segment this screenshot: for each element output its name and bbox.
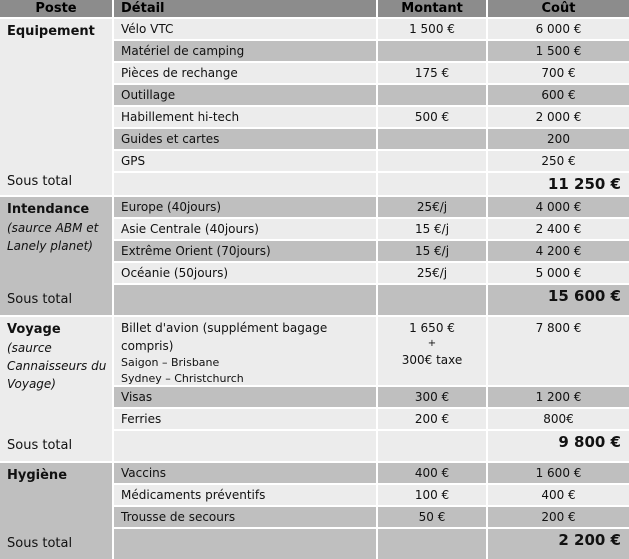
subtotal-blank (114, 431, 376, 461)
table-row-cout: 800€ (488, 409, 629, 429)
subtotal-blank (378, 431, 486, 461)
table-row-cout: 1 200 € (488, 387, 629, 407)
header-poste: Poste (0, 0, 112, 17)
table-row-detail: Matériel de camping (114, 41, 376, 61)
table-row-cout: 4 000 € (488, 197, 629, 217)
table-row-montant (378, 151, 486, 171)
table-row-cout: 2 000 € (488, 107, 629, 127)
table-row-detail: Médicaments préventifs (114, 485, 376, 505)
table-row-cout: 400 € (488, 485, 629, 505)
section-poste (0, 317, 112, 461)
table-row-montant: 300 € (378, 387, 486, 407)
section-title-text: Equipement (7, 24, 95, 39)
table-row-cout: 5 000 € (488, 263, 629, 283)
section-title (0, 197, 112, 255)
subtotal-blank (114, 529, 376, 559)
section-title (0, 317, 112, 393)
table-row-montant: 15 €/j (378, 219, 486, 239)
table-row-detail: Europe (40jours) (114, 197, 376, 217)
subtotal-value: 2 200 € (488, 529, 629, 559)
subtotal-blank (378, 529, 486, 559)
table-row-montant: 25€/j (378, 263, 486, 283)
table-row-montant: 200 € (378, 409, 486, 429)
table-row-detail: Pièces de rechange (114, 63, 376, 83)
table-row-cout: 7 800 € (488, 317, 629, 385)
subtotal-blank (114, 173, 376, 195)
header-detail: Détail (114, 0, 376, 17)
table-row-detail: Vaccins (114, 463, 376, 483)
table-row-detail: GPS (114, 151, 376, 171)
plus-sign: + (427, 338, 437, 349)
table-row-cout: 4 200 € (488, 241, 629, 261)
section-poste (0, 19, 112, 195)
subtotal-label: Sous total (7, 292, 73, 307)
table-row-detail: Vélo VTC (114, 19, 376, 39)
table-row-cout: 200 (488, 129, 629, 149)
table-row-montant: 15 €/j (378, 241, 486, 261)
table-row-cout: 6 000 € (488, 19, 629, 39)
table-row-detail: Asie Centrale (40jours) (114, 219, 376, 239)
table-row-montant: 50 € (378, 507, 486, 527)
table-row-detail: Trousse de secours (114, 507, 376, 527)
section-source-note: (saurce ABM et Lanely planet) (7, 221, 99, 253)
section-poste (0, 197, 112, 315)
table-row-montant: 400 € (378, 463, 486, 483)
ticket-tax: 300€ taxe (401, 353, 463, 367)
table-row-montant: 100 € (378, 485, 486, 505)
section-title-text: Hygiène (7, 468, 68, 483)
table-row-montant: 25€/j (378, 197, 486, 217)
table-row-detail: Habillement hi-tech (114, 107, 376, 127)
header-cout: Coût (488, 0, 629, 17)
table-row-cout: 2 400 € (488, 219, 629, 239)
subtotal-value: 15 600 € (488, 285, 629, 315)
table-row-cout: 700 € (488, 63, 629, 83)
table-row-montant (378, 85, 486, 105)
table-row-cout: 1 500 € (488, 41, 629, 61)
subtotal-label: Sous total (7, 438, 73, 453)
table-row-montant (378, 317, 486, 385)
table-row-montant (378, 41, 486, 61)
table-row-cout: 600 € (488, 85, 629, 105)
ticket-amount: 1 650 € (409, 321, 455, 335)
table-row-detail: Guides et cartes (114, 129, 376, 149)
route-item: Saigon – Brisbane (121, 356, 220, 369)
subtotal-blank (378, 173, 486, 195)
subtotal-label: Sous total (7, 174, 73, 189)
table-row-detail: Océanie (50jours) (114, 263, 376, 283)
table-row-montant: 1 500 € (378, 19, 486, 39)
subtotal-blank (378, 285, 486, 315)
table-row-cout: 250 € (488, 151, 629, 171)
table-row-detail: Ferries (114, 409, 376, 429)
subtotal-value: 11 250 € (488, 173, 629, 195)
section-poste (0, 463, 112, 559)
subtotal-label: Sous total (7, 536, 73, 551)
subtotal-value: 9 800 € (488, 431, 629, 461)
table-row-detail: Outillage (114, 85, 376, 105)
table-row-detail: Visas (114, 387, 376, 407)
table-row-detail: Extrême Orient (70jours) (114, 241, 376, 261)
ticket-label: Billet d'avion (supplément bagage compris) (121, 321, 328, 353)
table-row-cout: 200 € (488, 507, 629, 527)
section-title (0, 463, 112, 485)
table-row-montant: 175 € (378, 63, 486, 83)
section-title-text: Voyage (7, 322, 61, 337)
route-item: Sydney – Christchurch (121, 372, 244, 385)
table-row-cout: 1 600 € (488, 463, 629, 483)
table-row-montant (378, 129, 486, 149)
section-title (0, 19, 112, 41)
subtotal-blank (114, 285, 376, 315)
section-title-text: Intendance (7, 202, 90, 217)
table-row-detail (114, 317, 376, 385)
section-source-note: (saurce Cannaisseurs du Voyage) (7, 341, 107, 391)
header-montant: Montant (378, 0, 486, 17)
table-row-montant: 500 € (378, 107, 486, 127)
